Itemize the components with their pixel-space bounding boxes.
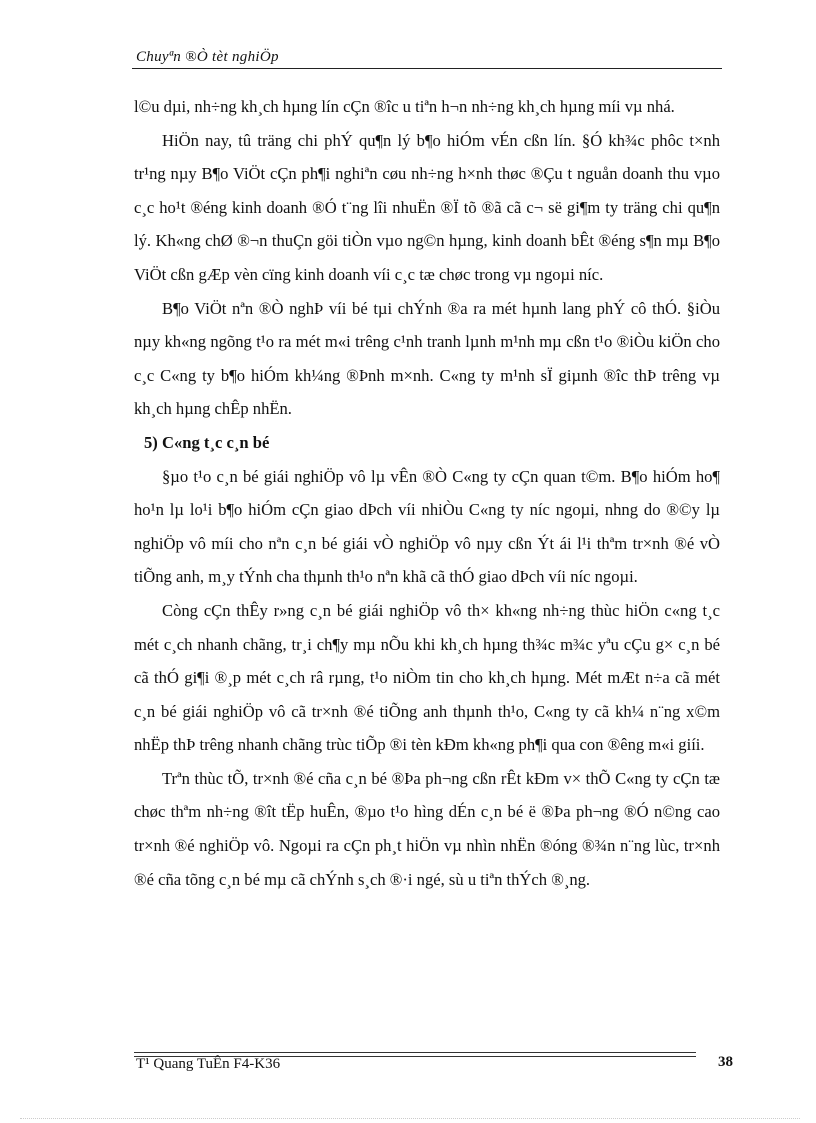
paragraph: Trªn thùc tÕ, tr×nh ®é cña c¸n bé ®Þa ph¬ng cßn rÊt kÐm v× thÕ C«ng ty cÇn tæ chøc thªm nh÷ng ®ît tËp huÊn, ®µo t¹o hìng dÉn c¸n bé ë ®Þa ph¬ng ®Ó n©ng cao tr×nh ®é nghiÖp vô. Ngoµi ra cÇn ph¸t hiÖn vµ nhìn nhËn ®óng ®¾n n¨ng lùc, tr×nh ®é cña tõng c¸n bé mµ cã chÝnh s¸ch ®·i ngé, sù u tiªn thÝch ®¸ng. [134, 768, 720, 889]
paragraph: Còng cÇn thÊy r»ng c¸n bé giái nghiÖp vô th× kh«ng nh÷ng thùc hiÖn c«ng t¸c mét c¸ch nhanh chãng, tr¸i ch¶y mµ nÕu khi kh¸ch hµng th¾c m¾c yªu cÇu g× c¸n bé cã thÓ gi¶i ®¸p mét c¸ch râ rµng, t¹o niÒm tin cho kh¸ch hµng. Mét mÆt n÷a cã mét c¸n bé giái nghiÖp vô cã tr×nh ®é tiÕng anh thµnh th¹o, C«ng ty cã kh¼ n¨ng x©m nhËp thÞ trêng nhanh chãng trùc tiÕp ®i tèn kÐm kh«ng ph¶i qua con ®êng m«i giíi. [134, 600, 720, 755]
section-heading: 5) C«ng t¸c c¸n bé [144, 432, 270, 452]
header-rule [132, 68, 722, 69]
paragraph: HiÖn nay, tû träng chi phÝ qu¶n lý b¶o hiÓm vÉn cßn lín. §Ó kh¾c phôc t×nh tr¹ng nµy B¶o ViÖt cÇn ph¶i nghiªn cøu nh÷ng h×nh thøc ®Çu t nguån doanh thu vµo c¸c ho¹t ®éng kinh doanh ®Ó t¨ng lîi nhuËn ®Ï tõ ®ã cã c¬ së gi¶m ty träng chi qu¶n lý. Kh«ng chØ ®¬n thuÇn göi tiÒn vµo ng©n hµng, kinh doanh bÊt ®éng s¶n mµ B¶o ViÖt cßn gÆp vèn cïng kinh doanh víi c¸c tæ chøc trong vµ ngoµi níc. [134, 130, 720, 284]
paragraph: §µo t¹o c¸n bé giái nghiÖp vô lµ vÊn ®Ò C«ng ty cÇn quan t©m. B¶o hiÓm ho¶ ho¹n lµ lo¹i b¶o hiÓm cÇn giao dÞch víi nhiÒu C«ng ty níc ngoµi, nhng do ®©y lµ nghiÖp vô míi cho nªn c¸n bé giái vÒ nghiÖp vô nµy cßn Ýt ái l¹i thªm tr×nh ®é vÒ tiÕng anh, m¸y tÝnh cha thµnh th¹o nªn khã cã thÓ giao dÞch víi níc ngoµi. [134, 466, 720, 587]
running-header-title: Chuyªn ®Ò tèt nghiÖp [136, 49, 279, 65]
page-number: 38 [718, 1054, 733, 1070]
footer-rule [134, 1052, 696, 1053]
paragraph: l©u dµi, nh÷ng kh¸ch hµng lín cÇn ®îc u tiªn h¬n nh÷ng kh¸ch hµng míi vµ nhá. [134, 97, 675, 116]
document-body [134, 90, 720, 896]
footer-author: T¹ Quang TuÊn F4-K36 [136, 1056, 281, 1072]
paragraph: B¶o ViÖt nªn ®Ò nghÞ víi bé tµi chÝnh ®a ra mét hµnh lang phÝ cô thÓ. §iÒu nµy kh«ng ngõng t¹o ra mét m«i trêng c¹nh tranh lµnh m¹nh mµ cßn t¹o ®iÒu kiÖn cho c¸c C«ng ty b¶o hiÓm kh¼ng ®Þnh m×nh. C«ng ty m¹nh sÏ giµnh ®îc thÞ trêng vµ kh¸ch hµng chÊp nhËn. [134, 298, 720, 419]
page-bottom-edge [20, 1118, 800, 1119]
